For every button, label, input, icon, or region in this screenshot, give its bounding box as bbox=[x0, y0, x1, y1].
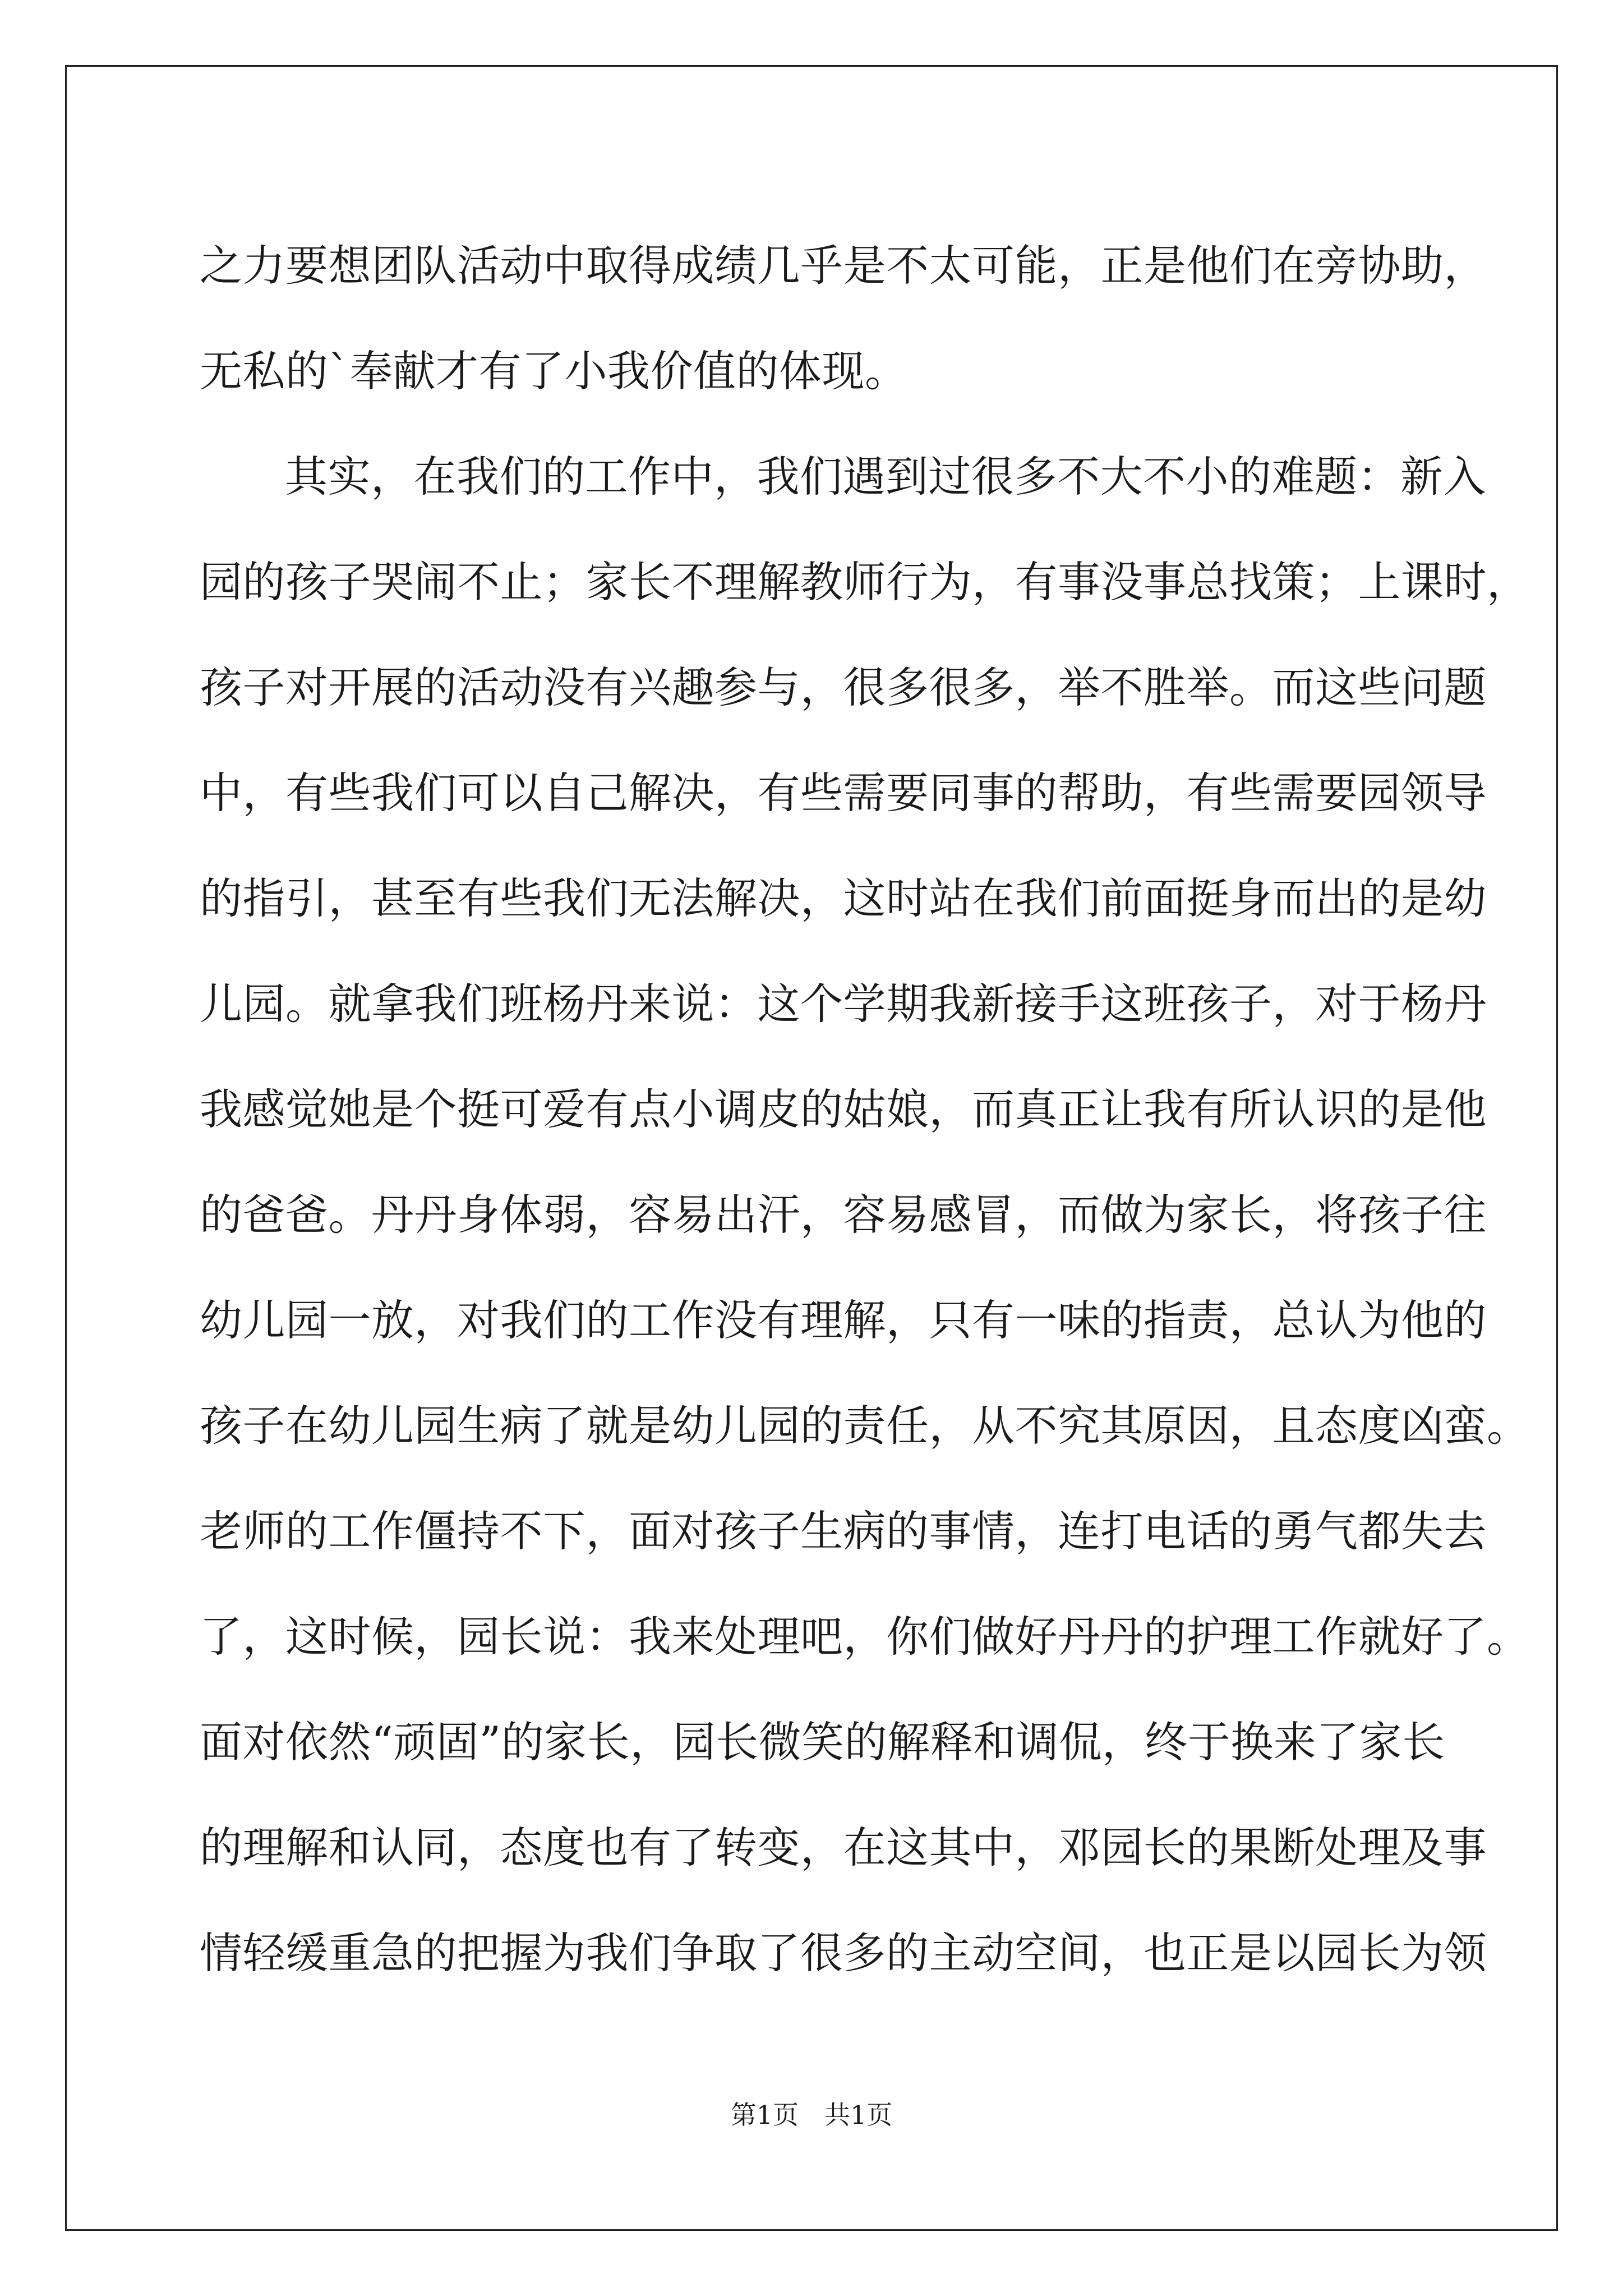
text-line: 我感觉她是个挺可爱有点小调皮的姑娘，而真正让我有所认识的是他 bbox=[200, 1084, 1487, 1134]
paragraph-first-line: 其实，在我们的工作中，我们遇到过很多不大不小的难题：新入 bbox=[285, 452, 1486, 501]
text-line: 老师的工作僵持不下，面对孩子生病的事情，连打电话的勇气都失去 bbox=[200, 1506, 1487, 1556]
text-line: 面对依然“顽固”的家长，园长微笑的解释和调侃，终于换来了家长 bbox=[200, 1717, 1445, 1767]
text-line: 孩子对开展的活动没有兴趣参与，很多很多，举不胜举。而这些问题 bbox=[200, 662, 1487, 712]
text-line: 的理解和认同，态度也有了转变，在这其中，邓园长的果断处理及事 bbox=[200, 1823, 1487, 1872]
text-line: 的指引，甚至有些我们无法解决，这时站在我们前面挺身而出的是幼 bbox=[200, 873, 1487, 923]
text-line: 中，有些我们可以自己解决，有些需要同事的帮助，有些需要园领导 bbox=[200, 768, 1487, 818]
text-line: 的爸爸。丹丹身体弱，容易出汗，容易感冒，而做为家长，将孩子往 bbox=[200, 1190, 1487, 1240]
text-line: 园的孩子哭闹不止；家长不理解教师行为，有事没事总找策；上课时， bbox=[200, 557, 1530, 607]
document-body bbox=[200, 213, 1530, 2006]
text-line: 之力要想团队活动中取得成绩几乎是不太可能，正是他们在旁协助， bbox=[200, 241, 1487, 291]
text-line: 幼儿园一放，对我们的工作没有理解，只有一味的指责，总认为他的 bbox=[200, 1295, 1487, 1345]
text-line: 情轻缓重急的把握为我们争取了很多的主动空间，也正是以园长为领 bbox=[200, 1928, 1487, 1978]
text-line: 孩子在幼儿园生病了就是幼儿园的责任，从不究其原因，且态度凶蛮。 bbox=[200, 1401, 1530, 1451]
text-line: 儿园。就拿我们班杨丹来说：这个学期我新接手这班孩子，对于杨丹 bbox=[200, 979, 1487, 1029]
page-footer bbox=[0, 2098, 1623, 2132]
page-number-label: 第1页 共1页 bbox=[730, 2100, 893, 2130]
text-line: 了，这时候，园长说：我来处理吧，你们做好丹丹的护理工作就好了。 bbox=[200, 1612, 1530, 1662]
text-line: 无私的`奉献才有了小我价值的体现。 bbox=[200, 346, 908, 396]
